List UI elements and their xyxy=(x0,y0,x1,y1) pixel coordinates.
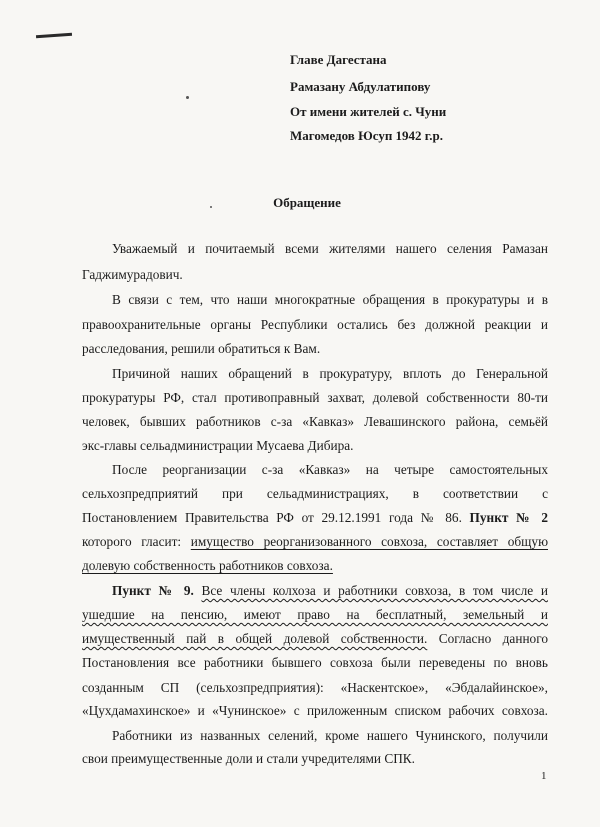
body-text: которого гласит: xyxy=(82,534,182,549)
body-line: расследования, решили обратиться к Вам. xyxy=(82,341,321,356)
body-line: экс-главы сельадминистрации Мусаева Дибира. xyxy=(82,438,354,453)
body-line xyxy=(82,557,548,575)
body-line xyxy=(82,630,548,648)
document-title: Обращение xyxy=(273,195,341,210)
body-line xyxy=(82,606,548,624)
body-line xyxy=(82,533,548,551)
body-line: человек, бывших работников с-за «Кавказ» Левашинского района, семьёй xyxy=(82,414,548,429)
body-line: созданным СП (сельхозпредприятия): «Наскентское», «Эбдалайинское», xyxy=(82,680,548,695)
clause-reference: Пункт № 9. xyxy=(112,583,194,598)
body-line: сельхозпредприятий при сельадминистрациях, в соответствии с xyxy=(82,486,548,501)
handwritten-underline-text: имущественный пай в общей долевой собственности. xyxy=(82,631,428,646)
scan-speck xyxy=(186,96,189,99)
body-line: Причиной наших обращений в прокуратуру, вплоть до Генеральной xyxy=(112,366,548,381)
page-number: 1 xyxy=(541,770,547,782)
addressee-line-3: От имени жителей с. Чуни xyxy=(290,104,447,119)
scan-mark xyxy=(36,33,72,39)
addressee-line-4: Магомедов Юсуп 1942 г.р. xyxy=(290,128,443,143)
body-line: прокуратуры РФ, стал противоправный захват, долевой собственности 80-ти xyxy=(82,390,548,405)
body-line: правоохранительные органы Республики остались без должной реакции и xyxy=(82,317,548,332)
handwritten-underline-text: долевую собственность работников совхоза. xyxy=(82,558,333,573)
addressee-line-2: Рамазану Абдулатипову xyxy=(290,79,431,94)
body-line: Работники из названных селений, кроме нашего Чунинского, получили xyxy=(112,728,548,743)
body-text: Согласно данного xyxy=(438,631,548,646)
body-line xyxy=(82,509,548,527)
handwritten-underline-text: ушедшие на пенсию, имеют право на бесплатный, земельный и xyxy=(82,607,548,622)
body-text: Постановлением Правительства РФ от 29.12.1991 года № 86. xyxy=(82,510,462,525)
body-line xyxy=(112,582,548,600)
handwritten-underline-text: Все члены колхоза и работники совхоза, в том числе и xyxy=(201,583,548,598)
addressee-line-1: Главе Дагестана xyxy=(290,52,387,67)
body-line: Уважаемый и почитаемый всеми жителями нашего селения Рамазан xyxy=(112,241,548,256)
body-line: Постановления все работники бывшего совхоза были переведены по вновь xyxy=(82,655,548,670)
body-line: В связи с тем, что наши многократные обращения в прокуратуры и в xyxy=(112,292,548,307)
handwritten-underline-text: имущество реорганизованного совхоза, составляет общую xyxy=(190,534,548,549)
body-line: свои преимущественные доли и стали учредителями СПК. xyxy=(82,751,415,766)
body-line: После реорганизации с-за «Кавказ» на четыре самостоятельных xyxy=(112,462,548,477)
clause-reference: Пункт № 2 xyxy=(469,510,548,525)
body-line: Гаджимурадович. xyxy=(82,267,183,282)
body-line: «Цухдамахинское» и «Чунинское» с приложенным списком рабочих совхоза. xyxy=(82,703,548,718)
